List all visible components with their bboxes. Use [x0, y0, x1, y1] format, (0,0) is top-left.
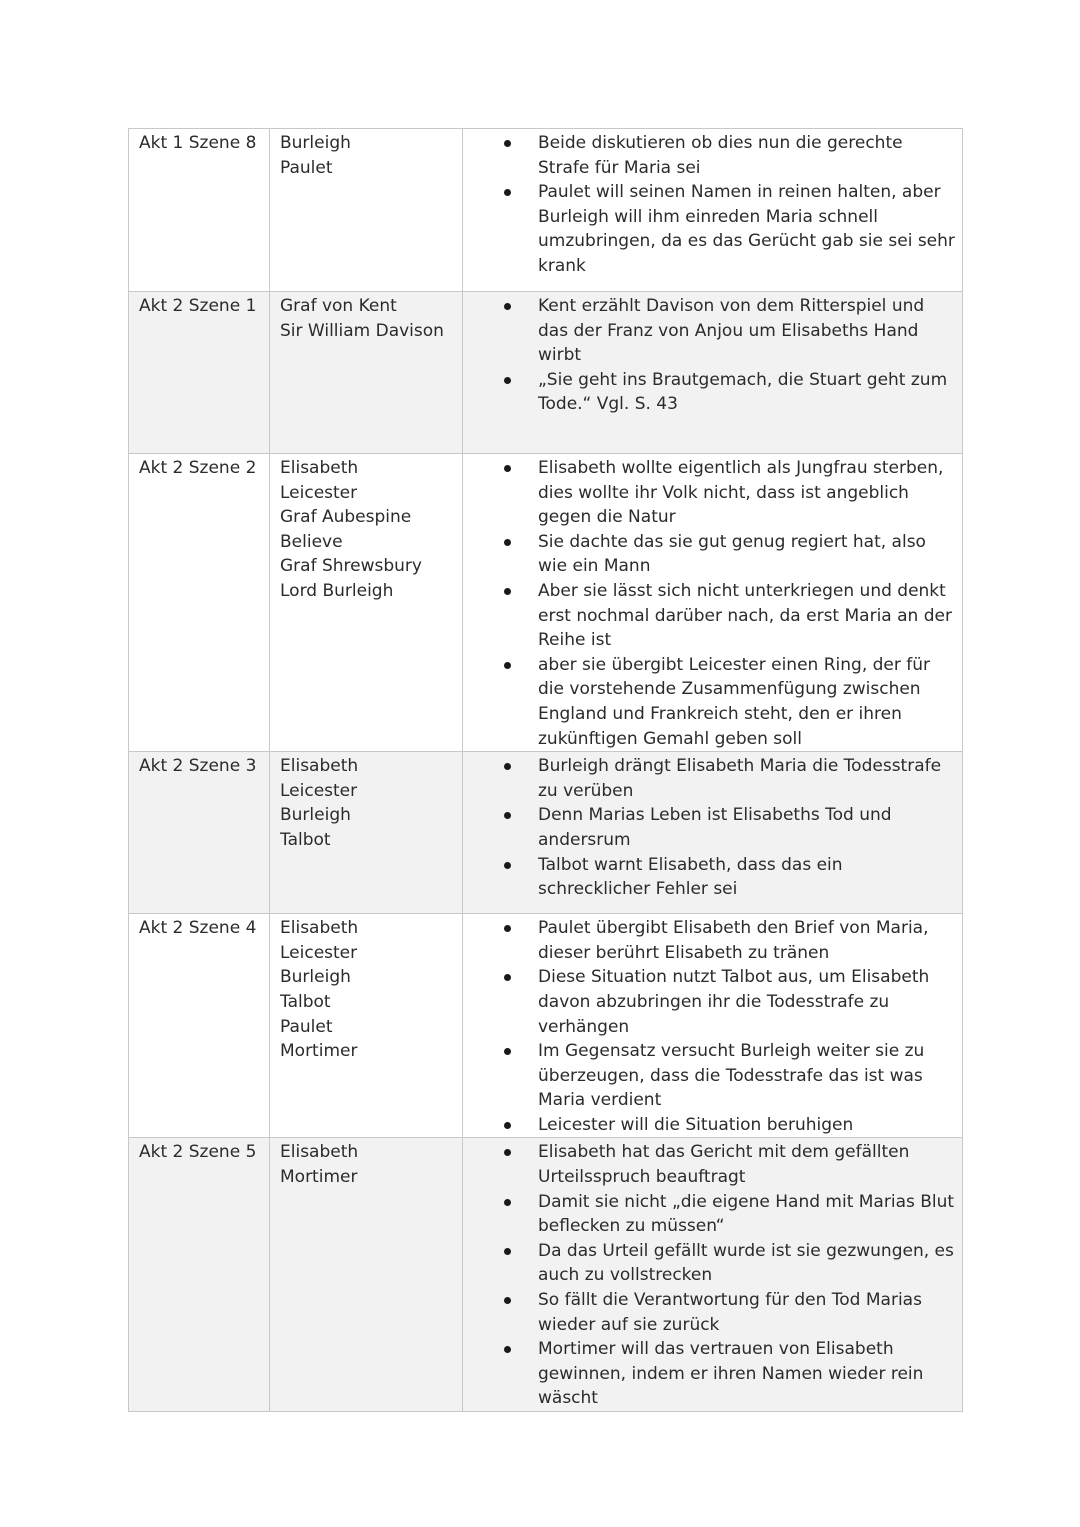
scene-cell: [129, 752, 270, 914]
character-name: Mortimer: [280, 1167, 358, 1188]
character-name: Talbot: [280, 829, 331, 850]
characters-cell: [270, 752, 463, 914]
scene-label: Akt 2 Szene 3: [139, 756, 257, 777]
character-name: Sir William Davison: [280, 320, 444, 341]
note-item: So fällt die Verantwortung für den Tod Marias wieder auf sie zurück: [538, 1288, 958, 1337]
table-row: [129, 752, 963, 914]
note-item: Paulet will seinen Namen in reinen halten, aber Burleigh will ihm einreden Maria schnell umzubringen, da es das Gerücht gab sie sei sehr krank: [538, 180, 958, 278]
table-row: [129, 454, 963, 752]
note-item: Aber sie lässt sich nicht unterkriegen und denkt erst nochmal darüber nach, da erst Maria an der Reihe ist: [538, 579, 958, 653]
scene-cell: [129, 1138, 270, 1412]
table-row: [129, 914, 963, 1138]
character-name: Leicester: [280, 780, 358, 801]
note-item: Im Gegensatz versucht Burleigh weiter sie zu überzeugen, dass die Todesstrafe das ist was Maria verdient: [538, 1039, 958, 1113]
note-item: Kent erzählt Davison von dem Ritterspiel und das der Franz von Anjou um Elisabeths Hand wirbt: [538, 294, 958, 368]
scene-cell: [129, 454, 270, 752]
notes-cell: [463, 129, 963, 292]
character-name: Talbot: [280, 991, 331, 1012]
notes-cell: [463, 292, 963, 454]
scene-label: Akt 1 Szene 8: [139, 133, 257, 153]
scene-summary-table: [128, 128, 963, 1412]
characters-cell: [270, 914, 463, 1138]
note-item: Damit sie nicht „die eigene Hand mit Marias Blut beflecken zu müssen“: [538, 1190, 958, 1239]
character-name: Paulet: [280, 157, 333, 178]
character-name: Graf von Kent: [280, 296, 397, 316]
character-name: Lord Burleigh: [280, 580, 394, 601]
note-item: Elisabeth hat das Gericht mit dem gefällten Urteilsspruch beauftragt: [538, 1140, 958, 1189]
note-item: Diese Situation nutzt Talbot aus, um Elisabeth davon abzubringen ihr die Todesstrafe zu verhängen: [538, 965, 958, 1039]
notes-cell: [463, 914, 963, 1138]
table-row: [129, 1138, 963, 1412]
characters-cell: [270, 1138, 463, 1412]
note-item: Beide diskutieren ob dies nun die gerechte Strafe für Maria sei: [538, 131, 958, 180]
characters-cell: [270, 292, 463, 454]
scene-cell: [129, 129, 270, 292]
character-name: Believe: [280, 531, 343, 552]
note-item: Talbot warnt Elisabeth, dass das ein schrecklicher Fehler sei: [538, 853, 958, 902]
scene-label: Akt 2 Szene 5: [139, 1142, 257, 1163]
character-name: Elisabeth: [280, 756, 359, 777]
character-name: Graf Shrewsbury: [280, 556, 422, 577]
character-name: Leicester: [280, 942, 358, 963]
character-name: Burleigh: [280, 805, 351, 826]
scene-cell: [129, 914, 270, 1138]
scene-cell: [129, 292, 270, 454]
character-name: Paulet: [280, 1016, 333, 1037]
character-name: Elisabeth: [280, 918, 359, 939]
note-item: Paulet übergibt Elisabeth den Brief von Maria, dieser berührt Elisabeth zu tränen: [538, 916, 958, 965]
note-item: Leicester will die Situation beruhigen: [538, 1113, 958, 1138]
character-name: Graf Aubespine: [280, 507, 412, 528]
character-name: Burleigh: [280, 133, 351, 153]
notes-cell: [463, 1138, 963, 1412]
character-name: Elisabeth: [280, 458, 359, 478]
table-row: [129, 129, 963, 292]
table-row: [129, 292, 963, 454]
character-name: Elisabeth: [280, 1142, 359, 1163]
note-item: „Sie geht ins Brautgemach, die Stuart geht zum Tode.“ Vgl. S. 43: [538, 368, 958, 417]
character-name: Burleigh: [280, 967, 351, 988]
characters-cell: [270, 129, 463, 292]
scene-label: Akt 2 Szene 4: [139, 918, 257, 939]
scene-label: Akt 2 Szene 1: [139, 296, 257, 316]
note-item: Elisabeth wollte eigentlich als Jungfrau sterben, dies wollte ihr Volk nicht, dass ist angeblich gegen die Natur: [538, 456, 958, 530]
character-name: Leicester: [280, 482, 358, 503]
note-item: aber sie übergibt Leicester einen Ring, der für die vorstehende Zusammenfügung zwischen England und Frankreich steht, den er ihren zukünftigen Gemahl geben soll: [538, 653, 958, 751]
note-item: Denn Marias Leben ist Elisabeths Tod und andersrum: [538, 803, 958, 852]
note-item: Burleigh drängt Elisabeth Maria die Todesstrafe zu verüben: [538, 754, 958, 803]
notes-cell: [463, 454, 963, 752]
scene-label: Akt 2 Szene 2: [139, 458, 257, 478]
characters-cell: [270, 454, 463, 752]
character-name: Mortimer: [280, 1041, 358, 1062]
notes-cell: [463, 752, 963, 914]
note-item: Mortimer will das vertrauen von Elisabeth gewinnen, indem er ihren Namen wieder rein wäscht: [538, 1337, 958, 1411]
note-item: Da das Urteil gefällt wurde ist sie gezwungen, es auch zu vollstrecken: [538, 1239, 958, 1288]
note-item: Sie dachte das sie gut genug regiert hat, also wie ein Mann: [538, 530, 958, 579]
